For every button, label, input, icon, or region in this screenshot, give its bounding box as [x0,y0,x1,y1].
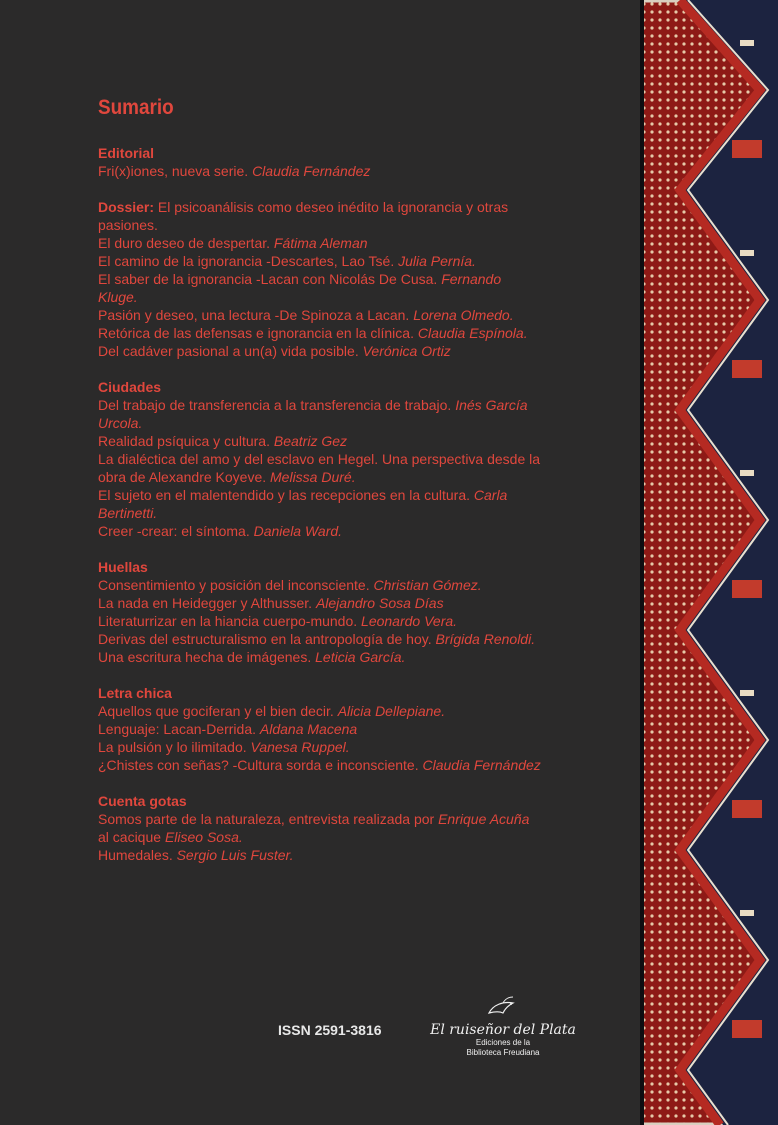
rug-border-image [640,0,778,1125]
entry-author: Carla Bertinetti. [98,487,508,521]
toc-entry [98,450,543,486]
entry-title: Aquellos que gociferan y el bien decir. [98,703,338,719]
section-heading: Editorial [98,145,155,161]
entry-title: Derivas del estructuralismo en la antropología de hoy. [98,631,436,647]
section-heading: Huellas [98,559,148,575]
entry-title: Creer -crear: el síntoma. [98,523,254,539]
entry-author: Christian Gómez. [373,577,482,593]
toc-title: Sumario [98,96,174,119]
entry-author: Sergio Luis Fuster. [176,847,294,863]
entry-author: Alicia Dellepiane. [337,703,446,719]
entry-title: Una escritura hecha de imágenes. [98,649,316,665]
entry-title-continued: al cacique [98,829,165,845]
entry-author: Melissa Duré. [270,469,356,485]
section-heading: Cuenta gotas [98,793,187,809]
entry-title: Pasión y deseo, una lectura -De Spinoza a Lacan. [98,307,414,323]
section-heading: Ciudades [98,379,162,395]
toc-entry [98,432,543,450]
entry-author: Leticia García. [315,649,406,665]
toc-entry [98,522,543,540]
toc-entry [98,576,543,594]
entry-author-2: Eliseo Sosa. [164,829,243,845]
entry-title: Realidad psíquica y cultura. [98,433,274,449]
entry-author: Claudia Espínola. [417,325,528,341]
entry-title: La nada en Heidegger y Althusser. [98,595,316,611]
entry-author: Daniela Ward. [253,523,343,539]
toc-entry [98,342,543,360]
toc-entry [98,252,543,270]
toc-entry [98,306,543,324]
entry-author: Beatriz Gez [273,433,348,449]
toc-entry [98,486,543,522]
publisher-logo [428,995,578,1058]
entry-title: Literaturrizar en la hiancia cuerpo-mundo. [98,613,362,629]
entry-title: Retórica de las defensas e ignorancia en la clínica. [98,325,418,341]
entry-author: Fernando Kluge. [98,271,502,305]
toc-section [98,558,543,666]
entry-author: Julia Pernía. [398,253,476,269]
toc-entry [98,630,543,648]
toc-entry [98,324,543,342]
logo-script-text: El ruiseñor del Plata [430,1022,576,1038]
entry-title: Lenguaje: Lacan-Derrida. [98,721,260,737]
entry-title: El duro deseo de despertar. [98,235,274,251]
entry-title: Del cadáver pasional a un(a) vida posible. [98,343,363,359]
toc-section [98,198,543,360]
toc-entry [98,270,543,306]
toc-entry [98,702,543,720]
entry-title: La dialéctica del amo y del esclavo en Hegel. Una perspectiva desde la obra de Alexandre Koyeve. [98,451,541,485]
nightingale-icon [483,995,523,1017]
logo-subtitle-line-1: Ediciones de la [475,1038,531,1047]
entry-author: Verónica Ortiz [362,343,451,359]
toc-entry [98,594,543,612]
section-heading-line [98,198,543,234]
toc-entry [98,612,543,630]
entry-title: Humedales. [98,847,177,863]
toc-entry [98,756,543,774]
entry-title: Del trabajo de transferencia a la transferencia de trabajo. [98,397,456,413]
entry-title: El saber de la ignorancia -Lacan con Nicolás De Cusa. [98,271,442,287]
toc-entry [98,234,543,252]
toc-entry [98,720,543,738]
toc-sections [98,144,543,864]
section-heading-line [98,792,543,810]
entry-author: Alejandro Sosa Días [315,595,444,611]
toc-section [98,792,543,864]
section-intro: El psicoanálisis como deseo inédito la ignorancia y otras pasiones. [98,199,509,233]
toc-entry [98,396,543,432]
toc-entry [98,162,543,180]
toc-section [98,378,543,540]
logo-subtitle-line-2: Biblioteca Freudiana [466,1048,540,1057]
entry-title: ¿Chistes con señas? -Cultura sorda e inconsciente. [98,757,423,773]
section-heading-line [98,378,543,396]
entry-author: Brígida Renoldi. [435,631,536,647]
entry-author: Enrique Acuña [438,811,530,827]
table-of-contents [98,96,543,882]
entry-title: Fri(x)iones, nueva serie. [98,163,253,179]
entry-author: Fátima Aleman [273,235,368,251]
toc-entry [98,810,543,846]
toc-section [98,684,543,774]
entry-author: Aldana Macena [259,721,358,737]
entry-author: Leonardo Vera. [361,613,458,629]
entry-author: Lorena Olmedo. [413,307,514,323]
entry-title: Consentimiento y posición del inconsciente. [98,577,374,593]
section-heading-line [98,558,543,576]
entry-title: La pulsión y lo ilimitado. [98,739,251,755]
entry-title: Somos parte de la naturaleza, entrevista realizada por [98,811,439,827]
toc-entry [98,648,543,666]
issn-number: ISSN 2591-3816 [278,1022,382,1038]
toc-entry [98,846,543,864]
entry-author: Vanesa Ruppel. [250,739,350,755]
entry-author: Claudia Fernández [252,163,371,179]
entry-title: El camino de la ignorancia -Descartes, Lao Tsé. [98,253,399,269]
section-heading-line [98,144,543,162]
entry-author: Inés García Urcola. [98,397,528,431]
section-heading-line [98,684,543,702]
entry-title: El sujeto en el malentendido y las recepciones en la cultura. [98,487,474,503]
section-heading: Dossier: [98,199,155,215]
entry-author: Claudia Fernández [422,757,541,773]
toc-section [98,144,543,180]
toc-entry [98,738,543,756]
section-heading: Letra chica [98,685,172,701]
